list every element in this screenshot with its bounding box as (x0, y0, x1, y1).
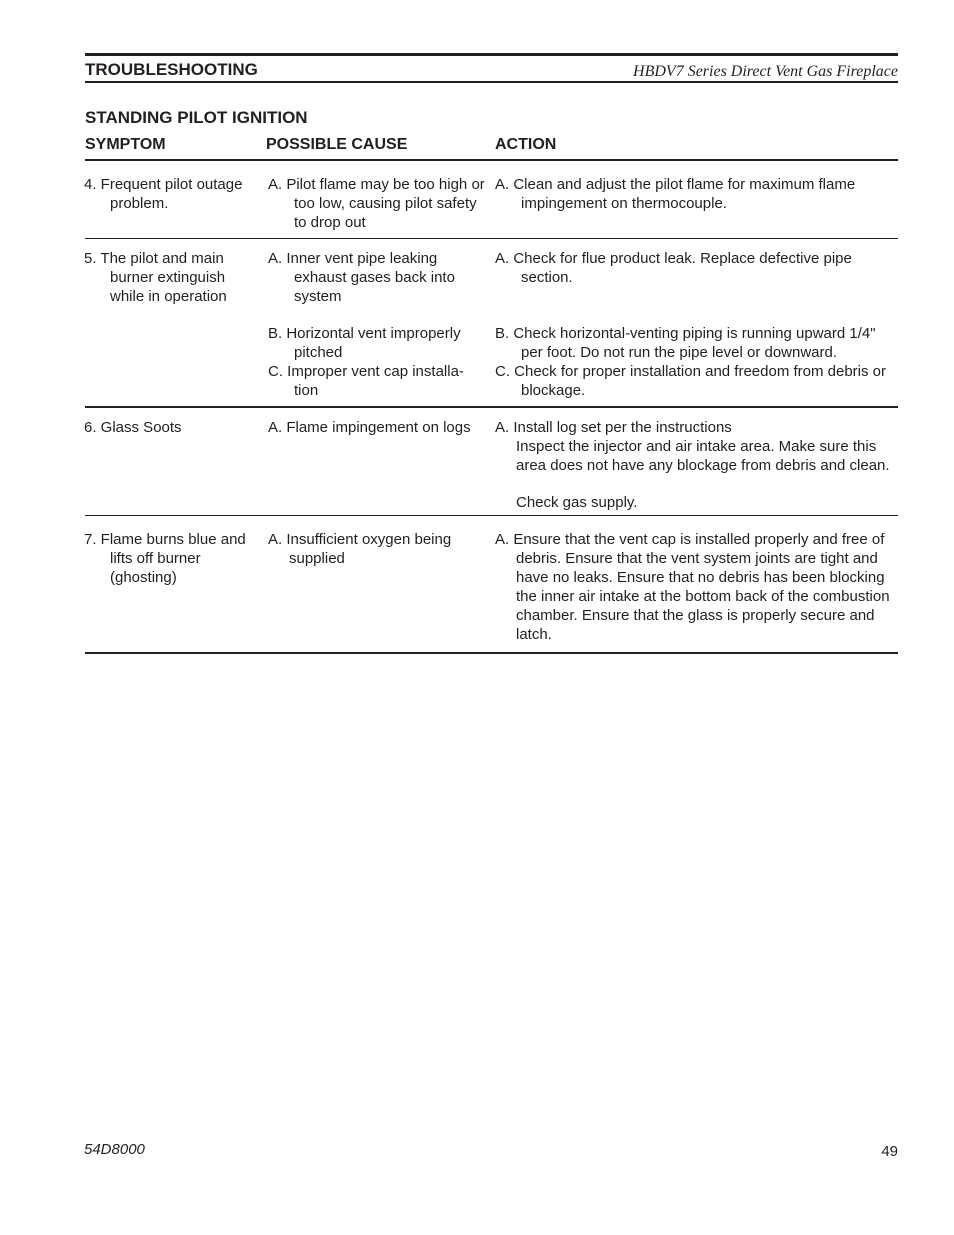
action-cell (495, 249, 890, 287)
symptom-text: 7. Flame burns blue and lifts off burner (ghosting) (84, 531, 246, 586)
action-cell (516, 437, 891, 475)
action-text: A. Ensure that the vent cap is installed properly and free of debris. Ensure that the vent system joints are tight and have no leaks. Ensure that no debris has been blocking the inner air intake at the bottom back of the combustion chamber. Ensure that the glass is properly secure and latch. (495, 531, 890, 643)
row-divider (85, 515, 898, 516)
action-text: Inspect the injector and air intake area. Make sure this area does not have any blockage from debris and clean. (516, 438, 890, 474)
action-text: C. Check for proper installation and freedom from debris or blockage. (495, 363, 887, 399)
symptom-cell (84, 418, 249, 437)
action-cell (495, 530, 898, 644)
cause-text: A. Insufficient oxygen being supplied (268, 531, 452, 567)
symptom-cell (84, 530, 249, 587)
section-heading: TROUBLESHOOTING (85, 60, 258, 79)
column-header-symptom: SYMPTOM (85, 136, 166, 153)
cause-cell (268, 175, 486, 232)
action-text: A. Check for flue product leak. Replace defective pipe section. (495, 250, 852, 286)
action-cell (516, 493, 891, 512)
cause-cell (268, 530, 468, 568)
symptom-cell (84, 249, 249, 306)
header-divider (85, 159, 898, 161)
cause-text: A. Pilot flame may be too high or too low, causing pilot safety to drop out (268, 176, 485, 231)
row-divider (85, 406, 898, 408)
action-text: B. Check horizontal-venting piping is running upward 1/4" per foot. Do not run the pipe level or downward. (495, 325, 876, 361)
cause-text: A. Flame impingement on logs (268, 419, 471, 436)
action-text: A. Clean and adjust the pilot flame for maximum flame impingement on thermocouple. (495, 176, 856, 212)
page-title: STANDING PILOT IGNITION (85, 108, 308, 127)
cause-text: B. Horizontal vent improperly pitched (268, 325, 461, 361)
action-text: Check gas supply. (516, 494, 638, 511)
cause-cell (268, 418, 486, 437)
cause-text: A. Inner vent pipe leaking exhaust gases back into system (268, 250, 455, 305)
product-name: HBDV7 Series Direct Vent Gas Fireplace (633, 63, 898, 80)
document-number: 54D8000 (84, 1141, 145, 1158)
symptom-text: 4. Frequent pilot outage problem. (84, 176, 243, 212)
action-cell (495, 324, 900, 362)
cause-cell (268, 249, 473, 306)
column-header-action: ACTION (495, 136, 557, 153)
page-number: 49 (881, 1143, 898, 1160)
action-cell (495, 175, 890, 213)
symptom-cell (84, 175, 249, 213)
row-divider (85, 238, 898, 239)
table-bottom-rule (85, 652, 898, 654)
cause-cell (268, 362, 480, 400)
action-cell (495, 362, 890, 400)
column-header-cause: POSSIBLE CAUSE (266, 136, 408, 153)
page-header (85, 53, 898, 83)
cause-cell (268, 324, 480, 362)
symptom-text: 6. Glass Soots (84, 419, 182, 436)
cause-text: C. Improper vent cap installa-tion (268, 363, 464, 399)
action-text: A. Install log set per the instructions (495, 419, 732, 436)
symptom-text: 5. The pilot and main burner extinguish while in operation (84, 250, 227, 305)
action-cell (495, 418, 890, 437)
